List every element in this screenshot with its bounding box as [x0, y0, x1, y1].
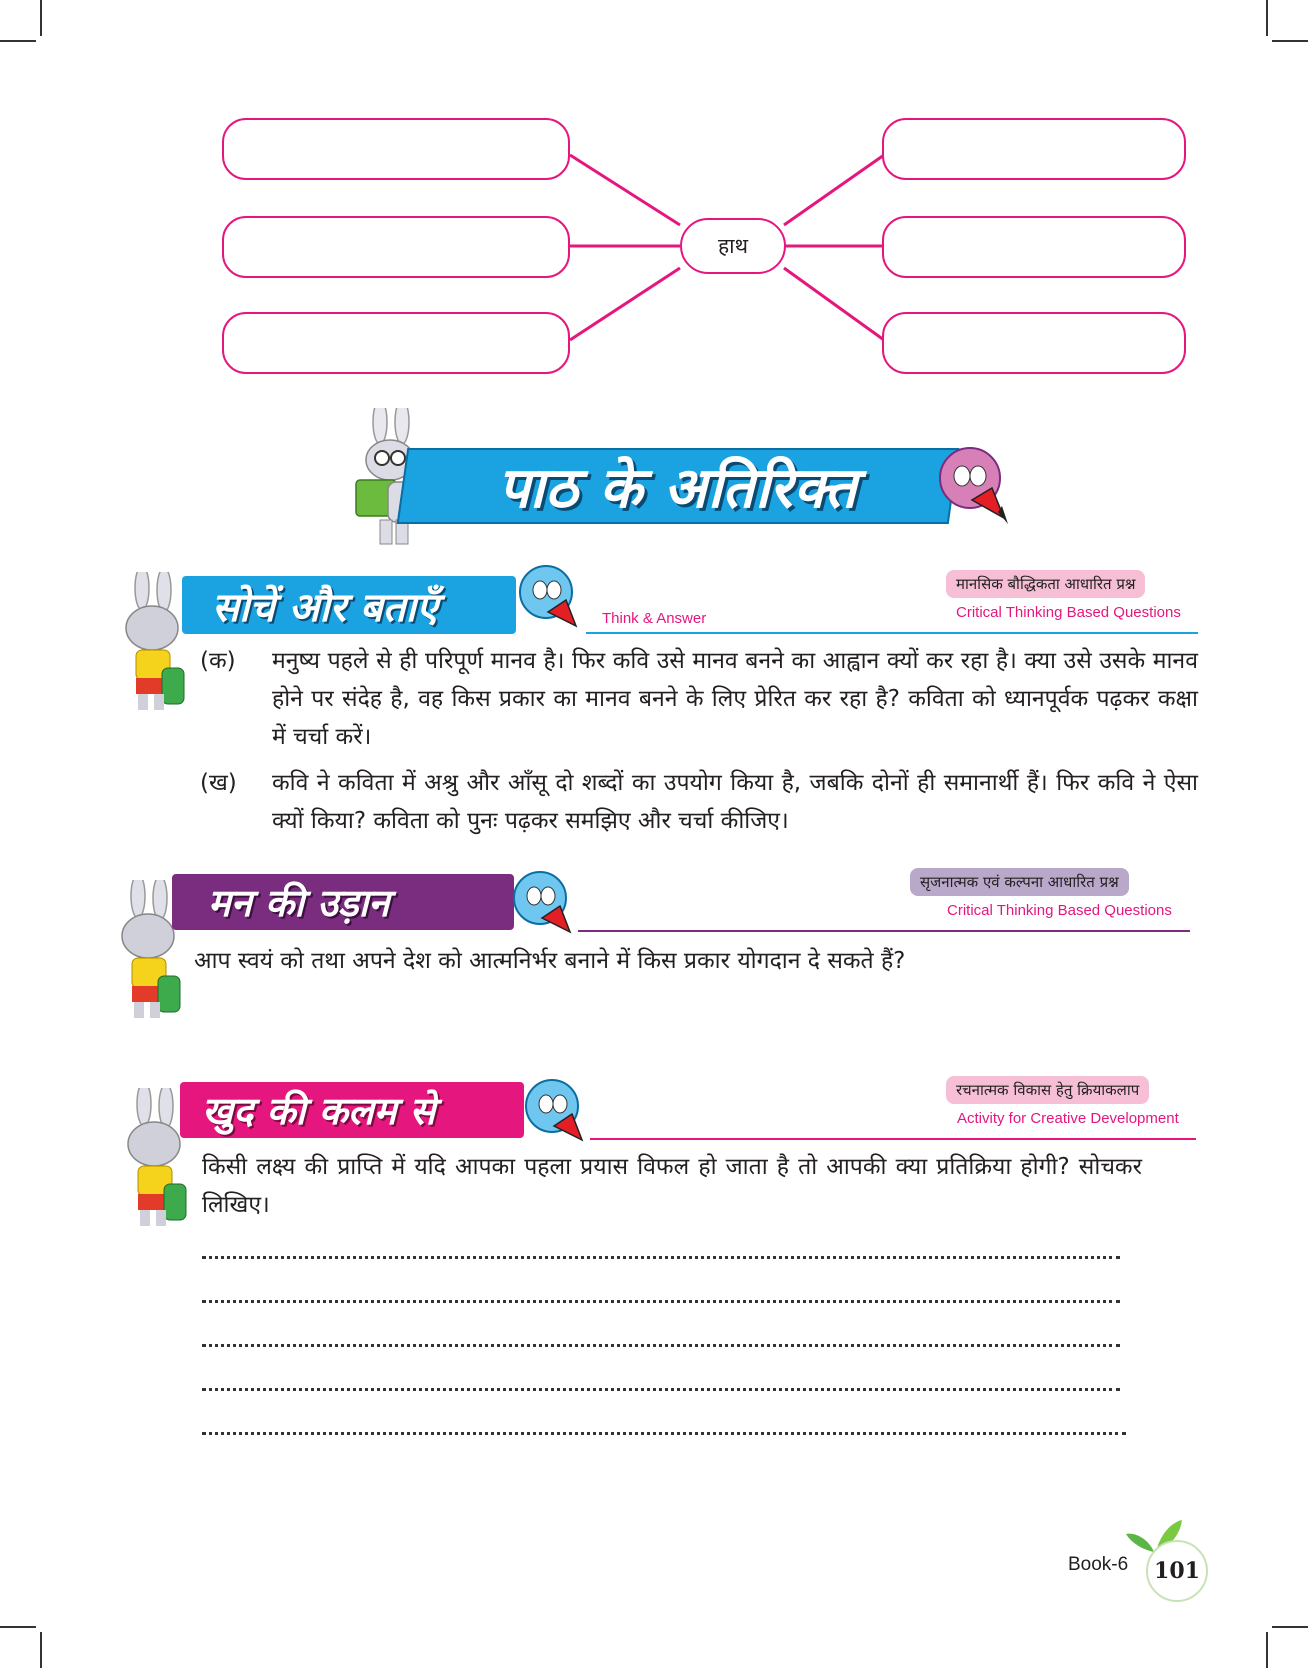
answer-writing-line[interactable] — [202, 1300, 1120, 1303]
pencil-mascot-icon — [936, 444, 1012, 528]
section1-rule — [586, 632, 1198, 634]
section2-title: मन की उड़ान — [208, 880, 390, 925]
section2-rule — [578, 930, 1190, 932]
main-banner-title: पाठ के अतिरिक्त — [498, 455, 858, 521]
mind-map-answer-box[interactable] — [222, 216, 570, 278]
answer-writing-line[interactable] — [202, 1388, 1120, 1391]
question-label: (क) — [200, 648, 236, 674]
section3-banner — [180, 1082, 524, 1138]
crop-mark — [1266, 1632, 1268, 1668]
question-text: मनुष्य पहले से ही परिपूर्ण मानव है। फिर कवि उसे मानव बनने का आह्वान क्यों कर रहा है। क्या उसे उसके मानव होने पर संदेह है, वह किस प्रकार का मानव बनने के लिए प्रेरित कर रहा है? कविता को ध्यानपूर्वक पढ़कर कक्षा में चर्चा करें। — [272, 648, 1198, 750]
section1-banner — [182, 576, 516, 634]
crop-mark — [1272, 1626, 1308, 1628]
crop-mark — [0, 1626, 36, 1628]
mind-map-answer-box[interactable] — [882, 118, 1186, 180]
section1-subtitle: Think & Answer — [602, 610, 707, 627]
question-text: कवि ने कविता में अश्रु और आँसू दो शब्दों का उपयोग किया है, जबकि दोनों ही समानार्थी हैं। फिर कवि ने ऐसा क्यों किया? कविता को पुनः पढ़कर समझिए और चर्चा कीजिए। — [272, 770, 1198, 834]
pencil-mascot-icon — [516, 562, 586, 634]
crop-mark — [40, 1632, 42, 1668]
mind-map-center-label: हाथ — [717, 234, 748, 258]
question-text: किसी लक्ष्य की प्राप्ति में यदि आपका पहला प्रयास विफल हो जाता है तो आपकी क्या प्रतिक्रिया होगी? सोचकर लिखिए। — [202, 1154, 1142, 1218]
section2-tag-english: Critical Thinking Based Questions — [947, 902, 1172, 919]
section3-tag-hindi: रचनात्मक विकास हेतु क्रियाकलाप — [946, 1076, 1149, 1104]
page-number: 101 — [1154, 1558, 1200, 1584]
question-label: (ख) — [200, 770, 237, 796]
mind-map-answer-box[interactable] — [882, 312, 1186, 374]
book-label: Book-6 — [1068, 1554, 1129, 1575]
rabbit-mascot-illustration — [108, 572, 188, 714]
section1-tag-hindi: मानसिक बौद्धिकता आधारित प्रश्न — [946, 570, 1145, 598]
section2-banner — [172, 874, 514, 930]
rabbit-mascot-illustration — [110, 1088, 190, 1230]
section1-title: सोचें और बताएँ — [212, 583, 439, 631]
answer-writing-line[interactable] — [202, 1432, 1126, 1435]
answer-writing-line[interactable] — [202, 1256, 1120, 1259]
section3-tag-english: Activity for Creative Development — [957, 1110, 1179, 1127]
mind-map-answer-box[interactable] — [222, 312, 570, 374]
page-number-badge — [1146, 1540, 1208, 1602]
section3-rule — [590, 1138, 1196, 1140]
mind-map-center — [680, 218, 786, 274]
answer-writing-line[interactable] — [202, 1344, 1120, 1347]
main-banner — [397, 448, 960, 524]
question-text: आप स्वयं को तथा अपने देश को आत्मनिर्भर बनाने में किस प्रकार योगदान दे सकते हैं? — [194, 948, 906, 974]
pencil-mascot-icon — [522, 1076, 592, 1148]
section2-tag-hindi: सृजनात्मक एवं कल्पना आधारित प्रश्न — [910, 868, 1129, 896]
mind-map-answer-box[interactable] — [222, 118, 570, 180]
mind-map-answer-box[interactable] — [882, 216, 1186, 278]
section3-title: खुद की कलम से — [202, 1088, 436, 1133]
section1-tag-english: Critical Thinking Based Questions — [956, 604, 1181, 621]
pencil-mascot-icon — [510, 868, 580, 940]
